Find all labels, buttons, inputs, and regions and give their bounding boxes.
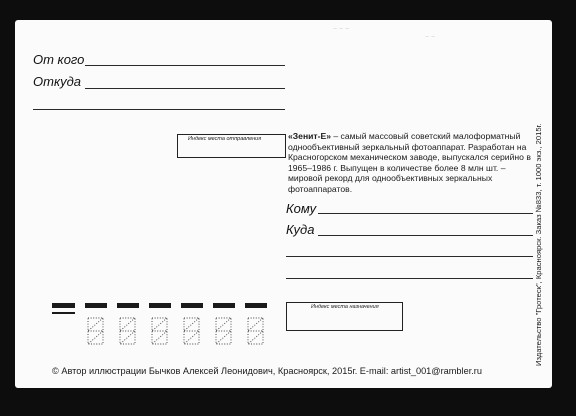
- where-to-line-3[interactable]: [286, 278, 533, 279]
- where-from-line-1[interactable]: [85, 88, 285, 89]
- index-slot-bar: [149, 303, 171, 308]
- show-through-mark: ~ ~ ~: [333, 26, 350, 33]
- where-to-line-1[interactable]: [318, 235, 533, 236]
- recipient-index-label: Индекс места назначения: [311, 304, 379, 310]
- where-to-label: Куда: [286, 222, 315, 237]
- index-slot-bar: [117, 303, 139, 308]
- to-label: Кому: [286, 201, 317, 216]
- index-digit-stencil[interactable]: [247, 317, 264, 345]
- sender-index-label: Индекс места отправления: [188, 136, 262, 142]
- index-start-underline: [52, 312, 75, 314]
- camera-description-text: – самый массовый советский малоформатный однообъективный зеркальный фотоаппарат. Разработан на Красногорском механическом заводе, выпускался серийно в 1965–1986 г. Выпущен в количестве более 8 млн шт. – мировой рекорд для однообъективных зеркальных фотоаппаратов.: [288, 131, 531, 194]
- camera-name: «Зенит-Е»: [288, 131, 331, 141]
- index-digit-stencil[interactable]: [215, 317, 232, 345]
- index-digit-stencil[interactable]: [119, 317, 136, 345]
- index-digit-stencil[interactable]: [151, 317, 168, 345]
- index-start-mark: [52, 303, 75, 308]
- index-slot-bar: [245, 303, 267, 308]
- index-digit-stencil[interactable]: [87, 317, 104, 345]
- index-slot-bar: [213, 303, 235, 308]
- postcard: [15, 20, 552, 388]
- copyright-line: © Автор иллюстрации Бычков Алексей Леонидович, Красноярск, 2015г. E-mail: artist_001@rambler.ru: [52, 366, 482, 376]
- where-from-label: Откуда: [33, 74, 81, 89]
- camera-description: [288, 131, 534, 195]
- show-through-mark: ~ ~: [425, 34, 436, 41]
- where-to-line-2[interactable]: [286, 256, 533, 257]
- index-digit-stencil[interactable]: [183, 317, 200, 345]
- from-label: От кого: [33, 52, 85, 67]
- index-slot-bar: [85, 303, 107, 308]
- publisher-info: Издательство "Гротеск", Красноярск. Заказ №833, т. 1000 экз., 2015г.: [534, 123, 543, 366]
- from-line[interactable]: [85, 65, 285, 66]
- to-line[interactable]: [318, 213, 533, 214]
- where-from-line-2[interactable]: [33, 109, 285, 110]
- index-slot-bar: [181, 303, 203, 308]
